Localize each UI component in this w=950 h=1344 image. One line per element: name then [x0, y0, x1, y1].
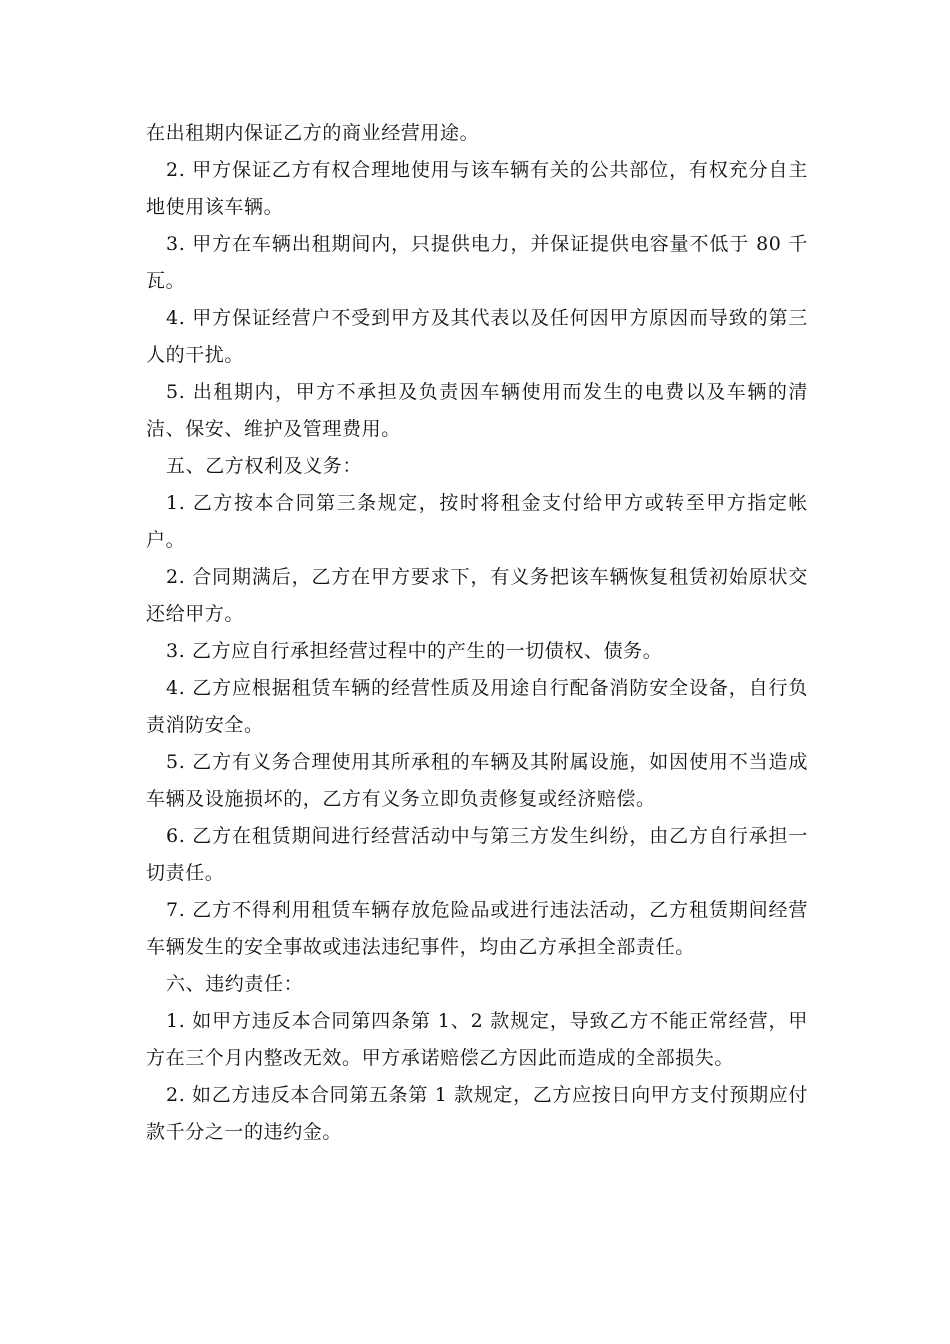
paragraph-clause-5-2: 2. 合同期满后，乙方在甲方要求下，有义务把该车辆恢复租赁初始原状交还给甲方。: [146, 566, 808, 625]
section-heading-5: 五、乙方权利及义务：: [166, 455, 363, 477]
paragraph-clause-6-2: 2. 如乙方违反本合同第五条第 1 款规定，乙方应按日向甲方支付预期应付款千分之一的违约金。: [146, 1084, 808, 1143]
section-heading-6: 六、违约责任：: [166, 973, 304, 995]
paragraph-clause-5-4: 4. 乙方应根据租赁车辆的经营性质及用途自行配备消防安全设备，自行负责消防安全。: [146, 677, 808, 736]
paragraph-clause-5-3: 3. 乙方应自行承担经营过程中的产生的一切债权、债务。: [166, 640, 663, 662]
paragraph-clause-5-5: 5. 乙方有义务合理使用其所承租的车辆及其附属设施，如因使用不当造成车辆及设施损坏的，乙方有义务立即负责修复或经济赔偿。: [146, 751, 808, 810]
paragraph-clause-5-1: 1. 乙方按本合同第三条规定，按时将租金支付给甲方或转至甲方指定帐户。: [146, 492, 808, 551]
paragraph-clause-4-5: 5. 出租期内，甲方不承担及负责因车辆使用而发生的电费以及车辆的清洁、保安、维护及管理费用。: [146, 381, 808, 440]
paragraph-clause-6-1: 1. 如甲方违反本合同第四条第 1、2 款规定，导致乙方不能正常经营，甲方在三个月内整改无效。甲方承诺赔偿乙方因此而造成的全部损失。: [146, 1010, 808, 1069]
document-body: [146, 115, 808, 1151]
paragraph-clause-4-2: 2. 甲方保证乙方有权合理地使用与该车辆有关的公共部位，有权充分自主地使用该车辆。: [146, 159, 808, 218]
paragraph-clause-4-3: 3. 甲方在车辆出租期间内，只提供电力，并保证提供电容量不低于 80 千瓦。: [146, 233, 808, 292]
paragraph-continuation: 在出租期内保证乙方的商业经营用途。: [146, 122, 480, 144]
paragraph-clause-5-6: 6. 乙方在租赁期间进行经营活动中与第三方发生纠纷，由乙方自行承担一切责任。: [146, 825, 808, 884]
paragraph-clause-5-7: 7. 乙方不得利用租赁车辆存放危险品或进行违法活动，乙方租赁期间经营车辆发生的安全事故或违法违纪事件，均由乙方承担全部责任。: [146, 899, 808, 958]
paragraph-clause-4-4: 4. 甲方保证经营户不受到甲方及其代表以及任何因甲方原因而导致的第三人的干扰。: [146, 307, 808, 366]
